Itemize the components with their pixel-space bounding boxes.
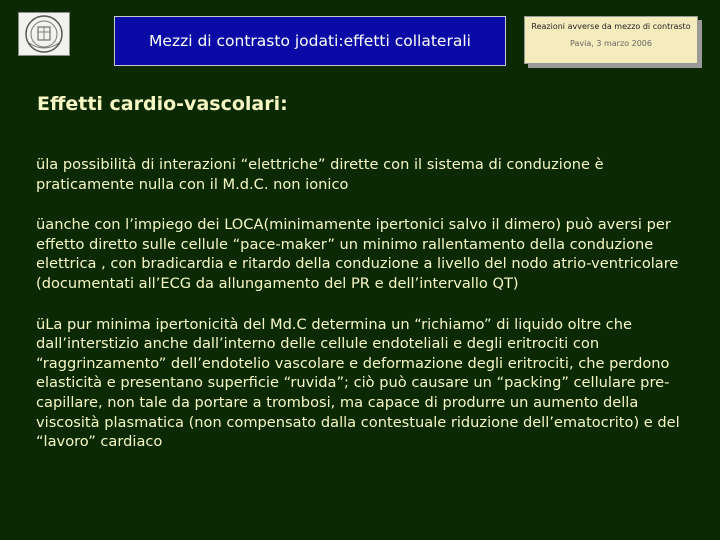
bullet-text: anche con l’impiego dei LOCA(minimamente ipertonici salvo il dimero) può aversi per effetto diretto sulle cellule “pace-maker” un minimo rallentamento della conduzione elettrica , con bradicardia e ritardo della conduzione a livello del nodo atrio-ventricolare (documentati all’ECG da allungamento del PR e dell’intervallo QT): [36, 216, 679, 292]
section-heading: Effetti cardio-vascolari:: [37, 93, 288, 115]
slide-title-box: [114, 16, 506, 66]
bullet-text: La pur minima ipertonicità del Md.C determina un “richiamo” di liquido oltre che dall’interstizio anche dall’interno delle cellule endoteliali e degli eritrociti con “raggrinzamento” dell’endotelio vascolare e deformazione degli eritrociti, che perdono elasticità e presentano superficie “ruvida”; ciò può causare un “packing” cellulare pre-capillare, non tale da portare a trombosi, ma capace di produrre un aumento della viscosità plasmatica (non compensato dalla contestuale riduzione dell’ematocrito) e del “lavoro” cardiaco: [36, 315, 680, 451]
info-note-text: Reazioni avverse da mezzo di contrasto: [531, 22, 691, 31]
university-seal-logo: [18, 12, 70, 56]
info-note-box: [524, 16, 698, 64]
bullet-list: [36, 155, 698, 452]
bullet-text: la possibilità di interazioni “elettriche” dirette con il sistema di conduzione è praticamente nulla con il M.d.C. non ionico: [36, 156, 604, 193]
slide-title: Mezzi di contrasto jodati:effetti collaterali: [149, 32, 471, 50]
bullet-paragraph: [36, 215, 698, 293]
bullet-paragraph: [36, 155, 698, 194]
check-icon: ü: [36, 156, 46, 173]
bullet-paragraph: [36, 315, 698, 452]
info-note-date: Pavia, 3 marzo 2006: [570, 39, 652, 48]
check-icon: ü: [36, 315, 46, 333]
check-icon: ü: [36, 216, 46, 234]
